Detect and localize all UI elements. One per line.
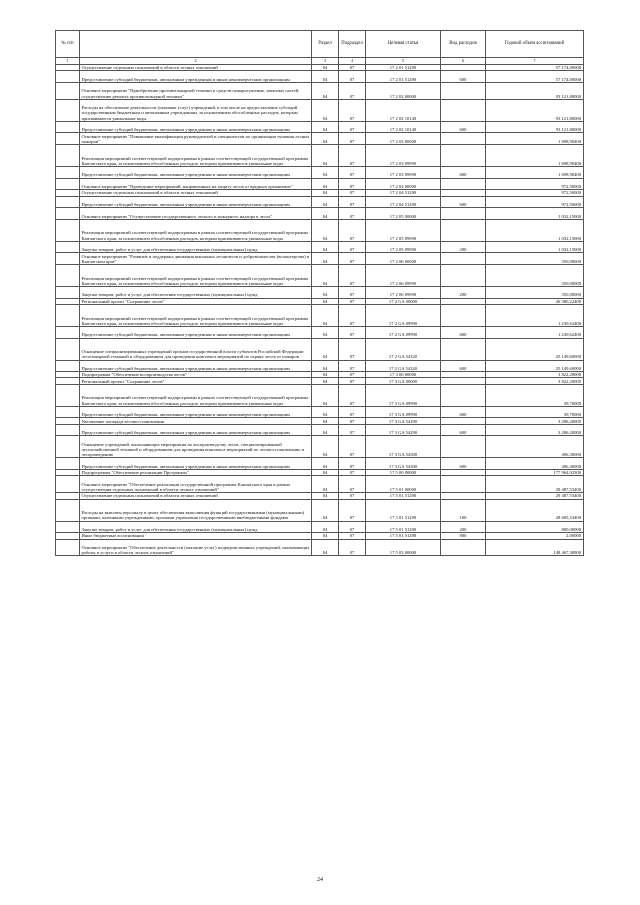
row-target-article-cell: 17 2 GA 09990: [366, 326, 441, 338]
row-target-article-cell: 17 5 00 00000: [366, 470, 441, 476]
row-expense-type-cell: [441, 133, 486, 145]
table-row: [56, 338, 584, 360]
table-row: [56, 133, 584, 145]
row-target-article-cell: 17 2 GA 00000: [366, 298, 441, 304]
row-expense-type-cell: [441, 264, 486, 286]
row-number-cell: [56, 241, 80, 253]
row-target-article-cell: 17 2 03 09990: [366, 144, 441, 166]
row-amount-cell: 28 685,53400: [486, 499, 584, 521]
row-name-cell: Расходы на выплаты персоналу в целях обеспечения выполнения функций государственными (муниципальными) органами, казенными учреждениями, органами управления государственными внебюджетными фондами: [80, 499, 312, 521]
row-podrazdel-cell: 07: [339, 326, 366, 338]
row-name-cell: Подпрограмма "Обеспечение воспроизводства лесов": [80, 372, 312, 378]
table-row: [56, 166, 584, 178]
row-podrazdel-cell: 07: [339, 539, 366, 556]
row-podrazdel-cell: 07: [339, 499, 366, 521]
row-number-cell: [56, 338, 80, 360]
row-razdel-cell: 04: [312, 384, 339, 406]
row-number-cell: [56, 253, 80, 265]
row-podrazdel-cell: 07: [339, 241, 366, 253]
row-expense-type-cell: [441, 436, 486, 458]
row-razdel-cell: 04: [312, 378, 339, 384]
row-amount-cell: 800,00000: [486, 521, 584, 533]
row-name-cell: Закупка товаров, работ и услуг для обеспечения государственных (муниципальных) нужд: [80, 521, 312, 533]
row-razdel-cell: 04: [312, 208, 339, 220]
table-row: [56, 476, 584, 493]
row-amount-cell: 972,50000: [486, 196, 584, 208]
table-row: [56, 360, 584, 372]
row-target-article-cell: 17 2 04 51290: [366, 190, 441, 196]
table-row: [56, 99, 584, 121]
row-target-article-cell: 17 2 05 09990: [366, 241, 441, 253]
row-razdel-cell: 04: [312, 71, 339, 83]
row-razdel-cell: 04: [312, 133, 339, 145]
row-name-cell: Осуществление отдельных полномочий в области лесных отношений: [80, 190, 312, 196]
row-expense-type-cell: [441, 178, 486, 190]
row-podrazdel-cell: 07: [339, 372, 366, 378]
row-amount-cell: 25 149,60000: [486, 338, 584, 360]
row-number-cell: [56, 99, 80, 121]
row-number-cell: [56, 406, 80, 418]
row-podrazdel-cell: 07: [339, 418, 366, 424]
row-target-article-cell: 17 2 GA 54320: [366, 360, 441, 372]
row-expense-type-cell: 200: [441, 241, 486, 253]
row-podrazdel-cell: 07: [339, 360, 366, 372]
column-number: 1: [56, 58, 80, 65]
row-razdel-cell: 04: [312, 372, 339, 378]
row-razdel-cell: 04: [312, 521, 339, 533]
row-target-article-cell: 17 3 GA 09990: [366, 384, 441, 406]
row-razdel-cell: 04: [312, 65, 339, 71]
row-razdel-cell: 04: [312, 298, 339, 304]
row-amount-cell: 29 487,53400: [486, 493, 584, 499]
column-number: 5: [366, 58, 441, 65]
table-row: [56, 436, 584, 458]
row-amount-cell: 1 230,62400: [486, 326, 584, 338]
row-amount-cell: 350,00000: [486, 253, 584, 265]
row-podrazdel-cell: 07: [339, 286, 366, 298]
row-podrazdel-cell: 07: [339, 65, 366, 71]
budget-table-sheet: [55, 30, 583, 556]
row-name-cell: Подпрограмма "Обеспечение реализации Программы": [80, 470, 312, 476]
row-podrazdel-cell: 07: [339, 166, 366, 178]
row-expense-type-cell: [441, 304, 486, 326]
row-amount-cell: 93 121,80000: [486, 121, 584, 133]
row-number-cell: [56, 539, 80, 556]
row-target-article-cell: 17 2 01 51290: [366, 71, 441, 83]
row-target-article-cell: 17 5 01 51290: [366, 493, 441, 499]
row-target-article-cell: 17 2 06 09990: [366, 264, 441, 286]
row-name-cell: Основное мероприятие "Проведение мероприятий, направленных на защиту лесов от вредных организмов": [80, 178, 312, 190]
row-razdel-cell: 04: [312, 533, 339, 539]
table-header-row: [56, 31, 584, 58]
row-number-cell: [56, 424, 80, 436]
row-expense-type-cell: [441, 219, 486, 241]
budget-table: [55, 30, 584, 556]
row-name-cell: Предоставление субсидий бюджетным, автономным учреждениям и иным некоммерческим организациям: [80, 326, 312, 338]
row-razdel-cell: 04: [312, 121, 339, 133]
row-target-article-cell: 17 2 GA 09990: [366, 304, 441, 326]
row-podrazdel-cell: 07: [339, 190, 366, 196]
row-name-cell: Региональный проект "Сохранение лесов": [80, 298, 312, 304]
row-expense-type-cell: 600: [441, 424, 486, 436]
row-target-article-cell: 17 2 01 51290: [366, 65, 441, 71]
row-podrazdel-cell: 07: [339, 406, 366, 418]
row-podrazdel-cell: 07: [339, 470, 366, 476]
row-amount-cell: 1 698,90400: [486, 144, 584, 166]
row-name-cell: Предоставление субсидий бюджетным, автономным учреждениям и иным некоммерческим организациям: [80, 406, 312, 418]
row-expense-type-cell: [441, 539, 486, 556]
row-number-cell: [56, 178, 80, 190]
column-number-row: [56, 58, 584, 65]
row-number-cell: [56, 384, 80, 406]
table-row: [56, 82, 584, 99]
row-razdel-cell: 04: [312, 338, 339, 360]
row-razdel-cell: 04: [312, 470, 339, 476]
row-name-cell: Основное мероприятие "Развитие и поддержка движения школьных лесничеств и добровольчества (волонтерства) в Камчатском крае": [80, 253, 312, 265]
header-expense-type: Вид расходов: [441, 31, 486, 58]
row-amount-cell: 57 174,00000: [486, 65, 584, 71]
row-expense-type-cell: 200: [441, 521, 486, 533]
row-name-cell: Основное мероприятие "Обеспечение реализации государственной программы Камчатского края в рамках осуществления отдельных полномочий в области лесных отношений": [80, 476, 312, 493]
row-podrazdel-cell: 07: [339, 82, 366, 99]
row-expense-type-cell: 600: [441, 196, 486, 208]
table-row: [56, 384, 584, 406]
row-razdel-cell: 04: [312, 241, 339, 253]
row-amount-cell: 1 032,15000: [486, 241, 584, 253]
row-podrazdel-cell: 07: [339, 196, 366, 208]
row-podrazdel-cell: 07: [339, 121, 366, 133]
row-podrazdel-cell: 07: [339, 144, 366, 166]
row-name-cell: Предоставление субсидий бюджетным, автономным учреждениям и иным некоммерческим организациям: [80, 458, 312, 470]
row-number-cell: [56, 82, 80, 99]
row-razdel-cell: 04: [312, 418, 339, 424]
row-number-cell: [56, 121, 80, 133]
row-target-article-cell: 17 2 05 09990: [366, 219, 441, 241]
row-name-cell: Реализация мероприятий соответствующей подпрограммы в рамках соответствующей государственной программы Камчатского края, за исключением обособленных расходов, которым присваиваются уникальные коды: [80, 144, 312, 166]
row-amount-cell: 972,50000: [486, 190, 584, 196]
row-name-cell: Предоставление субсидий бюджетным, автономным учреждениям и иным некоммерческим организациям: [80, 71, 312, 83]
row-amount-cell: 57 174,00000: [486, 71, 584, 83]
row-amount-cell: 1 698,90400: [486, 133, 584, 145]
row-target-article-cell: 17 2 02 00000: [366, 82, 441, 99]
row-razdel-cell: 04: [312, 304, 339, 326]
row-podrazdel-cell: 07: [339, 298, 366, 304]
row-name-cell: Основное мероприятие "Обеспечение деятельности (оказание услуг) подведомственных учреждений, оказывающих работы и услуги в области лесных отношений": [80, 539, 312, 556]
table-row: [56, 219, 584, 241]
row-target-article-cell: 17 2 02 10140: [366, 99, 441, 121]
row-number-cell: [56, 71, 80, 83]
row-target-article-cell: 17 5 01 00000: [366, 476, 441, 493]
row-name-cell: Увеличение площади лесовосстановления: [80, 418, 312, 424]
row-target-article-cell: 17 5 01 51290: [366, 533, 441, 539]
row-podrazdel-cell: 07: [339, 71, 366, 83]
row-target-article-cell: 17 2 04 00000: [366, 178, 441, 190]
row-number-cell: [56, 208, 80, 220]
row-razdel-cell: 04: [312, 253, 339, 265]
row-razdel-cell: 04: [312, 436, 339, 458]
row-amount-cell: 39,70000: [486, 406, 584, 418]
row-name-cell: Закупка товаров, работ и услуг для обеспечения государственных (муниципальных) нужд: [80, 241, 312, 253]
row-name-cell: Реализация мероприятий соответствующей подпрограммы в рамках соответствующей государственной программы Камчатского края, за исключением обособленных расходов, которым присваиваются уникальные коды: [80, 304, 312, 326]
row-number-cell: [56, 458, 80, 470]
table-row: [56, 286, 584, 298]
row-razdel-cell: 04: [312, 424, 339, 436]
row-number-cell: [56, 133, 80, 145]
row-name-cell: Региональный проект "Сохранение лесов": [80, 378, 312, 384]
row-podrazdel-cell: 07: [339, 133, 366, 145]
row-razdel-cell: 04: [312, 476, 339, 493]
row-amount-cell: 496,30000: [486, 458, 584, 470]
table-row: [56, 539, 584, 556]
row-podrazdel-cell: 07: [339, 521, 366, 533]
row-amount-cell: 3 822,20000: [486, 378, 584, 384]
row-name-cell: Предоставление субсидий бюджетным, автономным учреждениям и иным некоммерческим организациям: [80, 166, 312, 178]
row-razdel-cell: 04: [312, 82, 339, 99]
row-amount-cell: 25 149,60000: [486, 360, 584, 372]
row-podrazdel-cell: 07: [339, 436, 366, 458]
column-number: 6: [441, 58, 486, 65]
row-target-article-cell: 17 5 03 00000: [366, 539, 441, 556]
row-expense-type-cell: 600: [441, 360, 486, 372]
row-name-cell: Реализация мероприятий соответствующей подпрограммы в рамках соответствующей государственной программы Камчатского края, за исключением обособленных расходов, которым присваиваются уникальные коды: [80, 384, 312, 406]
row-podrazdel-cell: 07: [339, 338, 366, 360]
row-podrazdel-cell: 07: [339, 458, 366, 470]
row-number-cell: [56, 326, 80, 338]
row-name-cell: Реализация мероприятий соответствующей подпрограммы в рамках соответствующей государственной программы Камчатского края, за исключением обособленных расходов, которым присваиваются уникальные коды: [80, 264, 312, 286]
row-target-article-cell: 17 3 GA 00000: [366, 378, 441, 384]
table-row: [56, 264, 584, 286]
column-number: 7: [486, 58, 584, 65]
row-razdel-cell: 04: [312, 166, 339, 178]
header-num: № п/п: [56, 31, 80, 58]
column-number: 2: [80, 58, 312, 65]
row-amount-cell: 3 286,20000: [486, 424, 584, 436]
row-amount-cell: 148 467,38900: [486, 539, 584, 556]
row-target-article-cell: 17 2 GA 54320: [366, 338, 441, 360]
header-podrazdel: Подраздел: [339, 31, 366, 58]
row-razdel-cell: 04: [312, 144, 339, 166]
table-row: [56, 71, 584, 83]
row-name-cell: Оснащение учреждений, выполняющих мероприятия по воспроизводству лесов, специализированной лесохозяйственной техникой и оборудованием для проведения комплекса мероприятий по лесовосстановлению и лесоразведению: [80, 436, 312, 458]
row-name-cell: Закупка товаров, работ и услуг для обеспечения государственных (муниципальных) нужд: [80, 286, 312, 298]
row-target-article-cell: 17 3 GA 54290: [366, 418, 441, 424]
row-podrazdel-cell: 07: [339, 304, 366, 326]
row-amount-cell: 1 032,15000: [486, 208, 584, 220]
row-name-cell: Основное мероприятие "Осуществление государственного лесного и пожарного надзора в лесах": [80, 208, 312, 220]
row-name-cell: Оснащение специализированных учреждений органов государственной власти субъектов Российской Федерации лесопожарной техникой и оборудованием для проведения комплекса мероприятий по охране лесов от пожаров: [80, 338, 312, 360]
row-amount-cell: 26 380,22400: [486, 298, 584, 304]
row-name-cell: Осуществление отдельных полномочий в области лесных отношений: [80, 493, 312, 499]
row-expense-type-cell: [441, 338, 486, 360]
row-expense-type-cell: 600: [441, 71, 486, 83]
row-razdel-cell: 04: [312, 264, 339, 286]
row-razdel-cell: 04: [312, 406, 339, 418]
row-expense-type-cell: 600: [441, 326, 486, 338]
row-podrazdel-cell: 07: [339, 424, 366, 436]
row-expense-type-cell: [441, 384, 486, 406]
row-number-cell: [56, 286, 80, 298]
row-expense-type-cell: [441, 99, 486, 121]
row-podrazdel-cell: 07: [339, 264, 366, 286]
row-razdel-cell: 04: [312, 360, 339, 372]
table-row: [56, 253, 584, 265]
row-target-article-cell: 17 2 03 00000: [366, 133, 441, 145]
table-row: [56, 304, 584, 326]
row-amount-cell: 1 230,62400: [486, 304, 584, 326]
row-podrazdel-cell: 07: [339, 219, 366, 241]
row-podrazdel-cell: 07: [339, 99, 366, 121]
row-amount-cell: 972,50000: [486, 178, 584, 190]
row-amount-cell: 496,30000: [486, 436, 584, 458]
row-target-article-cell: 17 2 05 00000: [366, 208, 441, 220]
row-expense-type-cell: 600: [441, 166, 486, 178]
table-row: [56, 144, 584, 166]
column-number: 4: [339, 58, 366, 65]
row-expense-type-cell: 200: [441, 286, 486, 298]
row-target-article-cell: 17 3 00 00000: [366, 372, 441, 378]
table-row: [56, 499, 584, 521]
row-target-article-cell: 17 2 06 09990: [366, 286, 441, 298]
row-podrazdel-cell: 07: [339, 384, 366, 406]
row-target-article-cell: 17 3 GA 54300: [366, 436, 441, 458]
row-razdel-cell: 04: [312, 493, 339, 499]
row-target-article-cell: 17 2 03 09990: [366, 166, 441, 178]
row-amount-cell: 39,70000: [486, 384, 584, 406]
row-name-cell: Осуществление отдельных полномочий в области лесных отношений: [80, 65, 312, 71]
row-number-cell: [56, 360, 80, 372]
row-name-cell: Иные бюджетные ассигнования: [80, 533, 312, 539]
page-number: 24: [317, 877, 323, 883]
row-number-cell: [56, 196, 80, 208]
row-amount-cell: 1 698,90400: [486, 166, 584, 178]
row-podrazdel-cell: 07: [339, 493, 366, 499]
row-amount-cell: 93 121,80000: [486, 82, 584, 99]
row-target-article-cell: 17 3 GA 54300: [366, 458, 441, 470]
row-podrazdel-cell: 07: [339, 378, 366, 384]
row-razdel-cell: 04: [312, 219, 339, 241]
table-body: [56, 65, 584, 556]
table-row: [56, 241, 584, 253]
row-razdel-cell: 04: [312, 286, 339, 298]
row-name-cell: Предоставление субсидий бюджетным, автономным учреждениям и иным некоммерческим организациям: [80, 121, 312, 133]
row-number-cell: [56, 144, 80, 166]
row-target-article-cell: 17 2 04 51290: [366, 196, 441, 208]
table-row: [56, 121, 584, 133]
row-name-cell: Предоставление субсидий бюджетным, автономным учреждениям и иным некоммерческим организациям: [80, 360, 312, 372]
row-number-cell: [56, 264, 80, 286]
row-expense-type-cell: [441, 144, 486, 166]
row-number-cell: [56, 521, 80, 533]
table-row: [56, 178, 584, 190]
table-row: [56, 458, 584, 470]
row-razdel-cell: 04: [312, 326, 339, 338]
table-row: [56, 521, 584, 533]
row-number-cell: [56, 499, 80, 521]
row-target-article-cell: 17 5 01 51290: [366, 521, 441, 533]
header-name: [80, 31, 312, 58]
row-target-article-cell: 17 2 02 10140: [366, 121, 441, 133]
row-amount-cell: 3 822,20000: [486, 372, 584, 378]
row-number-cell: [56, 219, 80, 241]
row-number-cell: [56, 476, 80, 493]
header-target-article: Целевая статья: [366, 31, 441, 58]
row-name-cell: Предоставление субсидий бюджетным, автономным учреждениям и иным некоммерческим организациям: [80, 196, 312, 208]
row-number-cell: [56, 304, 80, 326]
row-expense-type-cell: 600: [441, 406, 486, 418]
row-amount-cell: 350,00000: [486, 264, 584, 286]
table-row: [56, 424, 584, 436]
row-target-article-cell: 17 3 GA 54290: [366, 424, 441, 436]
row-number-cell: [56, 436, 80, 458]
row-expense-type-cell: [441, 208, 486, 220]
row-podrazdel-cell: 07: [339, 178, 366, 190]
row-podrazdel-cell: 07: [339, 208, 366, 220]
row-podrazdel-cell: 07: [339, 533, 366, 539]
column-number: 3: [312, 58, 339, 65]
row-razdel-cell: 04: [312, 499, 339, 521]
row-target-article-cell: 17 3 GA 09990: [366, 406, 441, 418]
header-razdel: Раздел: [312, 31, 339, 58]
row-target-article-cell: 17 5 01 51290: [366, 499, 441, 521]
row-name-cell: Предоставление субсидий бюджетным, автономным учреждениям и иным некоммерческим организациям: [80, 424, 312, 436]
row-podrazdel-cell: 07: [339, 476, 366, 493]
row-amount-cell: 2,00000: [486, 533, 584, 539]
row-target-article-cell: 17 2 06 00000: [366, 253, 441, 265]
row-razdel-cell: 04: [312, 99, 339, 121]
table-row: [56, 406, 584, 418]
row-name-cell: Расходы на обеспечение деятельности (оказание услуг) учреждений, в том числе на предоставление субсидий государственным бюджетным и автономным учреждениям, за исключением обособленных расходов, которым присваиваются уникальные коды: [80, 99, 312, 121]
row-razdel-cell: 04: [312, 458, 339, 470]
row-amount-cell: 177 964,92300: [486, 470, 584, 476]
row-razdel-cell: 04: [312, 190, 339, 196]
row-amount-cell: 3 286,20000: [486, 418, 584, 424]
row-name-cell: Основное мероприятие "Приобретение противопожарной техники и средств пожаротушения, запасных частей, осуществление ремонта противопожарной техники": [80, 82, 312, 99]
header-annual-amount: Годовой объем ассигнований: [486, 31, 584, 58]
row-amount-cell: 1 032,15000: [486, 219, 584, 241]
row-expense-type-cell: 800: [441, 533, 486, 539]
table-row: [56, 326, 584, 338]
row-razdel-cell: 04: [312, 196, 339, 208]
row-expense-type-cell: 100: [441, 499, 486, 521]
row-amount-cell: 93 121,80000: [486, 99, 584, 121]
table-row: [56, 208, 584, 220]
row-expense-type-cell: [441, 253, 486, 265]
row-expense-type-cell: [441, 82, 486, 99]
row-number-cell: [56, 166, 80, 178]
row-expense-type-cell: 600: [441, 121, 486, 133]
row-name-cell: Основное мероприятие "Повышение квалификации руководителей и специалистов по организации тушения лесных пожаров": [81, 133, 310, 144]
row-expense-type-cell: [441, 476, 486, 493]
row-name-cell: Реализация мероприятий соответствующей подпрограммы в рамках соответствующей государственной программы Камчатского края, за исключением обособленных расходов, которым присваиваются уникальные коды: [80, 219, 312, 241]
table-row: [56, 196, 584, 208]
row-razdel-cell: 04: [312, 178, 339, 190]
row-amount-cell: 29 487,53400: [486, 476, 584, 493]
row-podrazdel-cell: 07: [339, 253, 366, 265]
row-expense-type-cell: 600: [441, 458, 486, 470]
row-razdel-cell: 04: [312, 539, 339, 556]
row-amount-cell: 350,00000: [486, 286, 584, 298]
